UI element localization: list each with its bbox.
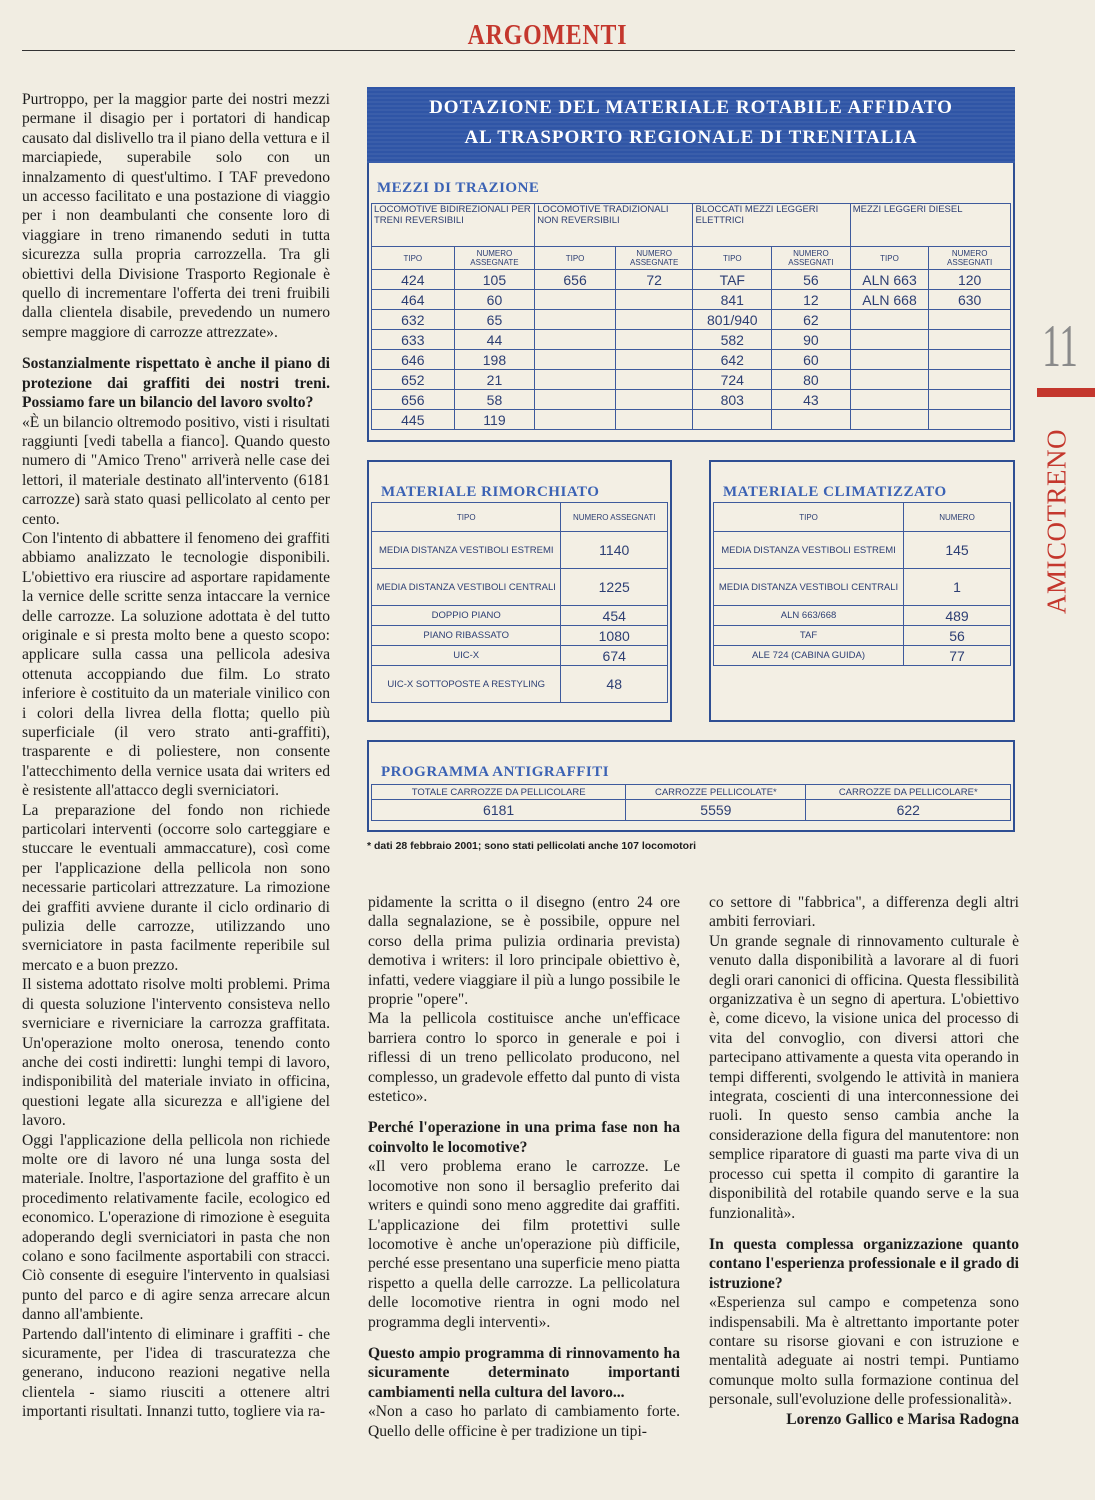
column-header: TIPO: [850, 247, 929, 270]
table-cell: [929, 370, 1011, 390]
row-value: 489: [904, 606, 1011, 626]
table-row: [714, 606, 1011, 626]
column-header: TIPO: [372, 503, 561, 532]
accent-bar: [1037, 388, 1095, 397]
column-header: NUMERO: [904, 503, 1011, 532]
main-table-title-2: AL TRASPORTO REGIONALE DI TRENITALIA: [464, 127, 918, 148]
paragraph: pidamente la scritta o il disegno (entro 24 ore dalla segnalazione, se è possibile, oppure nel corso della prima pulizia ordinaria prevista) demotiva i writers: il loro principale obiettivo è, infatti, vedere viaggiare il più a lungo possibile le proprie "opere".: [368, 894, 680, 1009]
paragraph: Ma la pellicola costituisce anche un'efficace barriera contro lo sporco in generale e poi i riflessi di un treno pellicolato producono, nel complesso, un gradevole effetto dal punto di vista estetico».: [368, 1010, 680, 1106]
row-label: MEDIA DISTANZA VESTIBOLI ESTREMI: [372, 532, 561, 569]
table-cell: 198: [454, 350, 535, 370]
traction-table-box: [367, 163, 1015, 442]
table-cell: [850, 390, 929, 410]
value-cell: 622: [806, 800, 1011, 821]
interview-question: Perché l'operazione in una prima fase non ha coinvolto le locomotive?: [368, 1119, 680, 1156]
table-row: [372, 330, 1011, 350]
value-cell: 6181: [372, 800, 626, 821]
interview-question: In questa complessa organizzazione quanto contano l'esperienza professionale e il grado di istruzione?: [709, 1235, 1019, 1292]
table-row: [714, 569, 1011, 606]
section-title: ARGOMENTI: [467, 20, 628, 51]
table-row: [372, 646, 668, 666]
table-cell: [615, 330, 693, 350]
table-cell: 43: [772, 390, 851, 410]
row-value: 56: [904, 626, 1011, 646]
table-cell: [615, 290, 693, 310]
table-row: [372, 606, 668, 626]
table-cell: [929, 410, 1011, 430]
climatizzato-box: [709, 460, 1015, 722]
table-cell: [929, 310, 1011, 330]
table-cell: 56: [772, 270, 851, 290]
table-cell: [850, 350, 929, 370]
table-row: [372, 410, 1011, 430]
row-value: 1080: [561, 626, 668, 646]
paragraph: Con l'intento di abbattere il fenomeno dei graffiti abbiamo analizzato le tecnologie disponibili. L'obiettivo era riuscire ad asportare rapidamente la vernice delle scritte senza intaccare la vernice delle carrozze. La soluzione adottata è del tutto originale e si presta molto bene a questo scopo: applicare sulla cassa una pellicola adesiva ottenuta accoppiando due film. Lo strato inferiore è costituito da un materiale vinilico con i colori della livrea della flotta; quello più superficiale (il vero strato anti-graffiti), trasparente e di poliestere, non consente l'attecchimento della vernice usata dai writers ed è resistente all'attacco degli sverniciatori.: [22, 529, 330, 800]
table-row: [714, 626, 1011, 646]
table-cell: [535, 290, 616, 310]
table-cell: [615, 410, 693, 430]
table-cell: [850, 370, 929, 390]
table-cell: 60: [454, 290, 535, 310]
traction-title: MEZZI DI TRAZIONE: [377, 180, 540, 196]
paragraph: «È un bilancio oltremodo positivo, visti i risultati raggiunti [vedi tabella a fianco]. Quando questo numero di "Amico Treno" arriverà nelle case dei lettori, il materiale destinato all'intervento (6181 carrozze) sarà stato quasi pellicolato al cento per cento.: [22, 413, 330, 528]
column-header: TIPO: [372, 247, 455, 270]
main-table-title-1: DOTAZIONE DEL MATERIALE ROTABILE AFFIDATO: [429, 97, 953, 118]
row-label: MEDIA DISTANZA VESTIBOLI CENTRALI: [372, 569, 561, 606]
table-cell: 72: [615, 270, 693, 290]
paragraph: «Il vero problema erano le carrozze. Le locomotive non sono il bersaglio preferito dai writers e quindi sono meno aggredite dai graffiti. L'applicazione dei film protettivi sulle locomotive è anche un'operazione più difficile, perché esse presentano una superficie meno piatta rispetto a quella delle carrozze. La pellicolatura delle locomotive rientra in ogni modo nel programma degli interventi».: [368, 1158, 680, 1331]
table-cell: 632: [372, 310, 455, 330]
row-value: 1: [904, 569, 1011, 606]
table-cell: [535, 350, 616, 370]
table-cell: [850, 330, 929, 350]
rimorchiato-title: MATERIALE RIMORCHIATO: [381, 484, 600, 500]
row-label: ALE 724 (CABINA GUIDA): [714, 646, 904, 666]
column-header: CARROZZE DA PELLICOLARE*: [806, 785, 1011, 800]
table-row: [372, 370, 1011, 390]
table-row: [714, 646, 1011, 666]
table-cell: ALN 663: [850, 270, 929, 290]
table-cell: 60: [772, 350, 851, 370]
table-row: [372, 270, 1011, 290]
table-cell: [615, 350, 693, 370]
row-label: MEDIA DISTANZA VESTIBOLI CENTRALI: [714, 569, 904, 606]
table-cell: [535, 310, 616, 330]
table-cell: [535, 390, 616, 410]
table-cell: 642: [693, 350, 772, 370]
column-header: TIPO: [693, 247, 772, 270]
table-row: [372, 390, 1011, 410]
main-table-header: [367, 87, 1015, 163]
row-label: UIC-X SOTTOPOSTE A RESTYLING: [372, 666, 561, 703]
table-cell: 44: [454, 330, 535, 350]
column-header: CARROZZE PELLICOLATE*: [626, 785, 806, 800]
table-cell: 803: [693, 390, 772, 410]
table-cell: 58: [454, 390, 535, 410]
group-header: LOCOMOTIVE TRADIZIONALI NON REVERSIBILI: [535, 204, 693, 247]
table-cell: 21: [454, 370, 535, 390]
value-cell: 5559: [626, 800, 806, 821]
table-cell: 633: [372, 330, 455, 350]
row-value: 77: [904, 646, 1011, 666]
table-row: [714, 532, 1011, 569]
table-cell: [535, 410, 616, 430]
antigraffiti-box: [367, 740, 1015, 832]
table-cell: [615, 390, 693, 410]
table-cell: 652: [372, 370, 455, 390]
article-column-middle: [368, 893, 680, 1441]
table-cell: [850, 410, 929, 430]
column-header: NUMERO ASSEGNATI: [929, 247, 1011, 270]
table-cell: 65: [454, 310, 535, 330]
row-value: 48: [561, 666, 668, 703]
table-row: [372, 350, 1011, 370]
paragraph: La preparazione del fondo non richiede particolari interventi (occorre solo carteggiare e stuccare le eventuali ammaccature), così come per l'applicazione della pellicola non sono necessarie particolari attrezzature. La rimozione dei graffiti avviene durante il ciclo ordinario di pulizia delle carrozze, utilizzando uno sverniciatore in pasta facilmente reperibile sul mercato e a buon prezzo.: [22, 801, 330, 974]
row-value: 1225: [561, 569, 668, 606]
table-cell: 582: [693, 330, 772, 350]
column-header: TIPO: [535, 247, 616, 270]
brand-text: AMICOTRENO: [1041, 429, 1072, 614]
article-column-right: [709, 893, 1019, 1429]
climatizzato-table: [713, 502, 1011, 666]
row-label: ALN 663/668: [714, 606, 904, 626]
climatizzato-title: MATERIALE CLIMATIZZATO: [723, 484, 947, 500]
table-cell: [535, 370, 616, 390]
rimorchiato-table: [371, 502, 668, 703]
group-header: BLOCCATI MEZZI LEGGERI ELETTRICI: [693, 204, 850, 247]
table-cell: [929, 390, 1011, 410]
interview-question: Questo ampio programma di rinnovamento ha sicuramente determinato importanti cambiamenti nella cultura del lavoro...: [368, 1344, 680, 1401]
rimorchiato-box: [367, 460, 672, 722]
table-cell: 630: [929, 290, 1011, 310]
table-cell: 656: [535, 270, 616, 290]
table-cell: [929, 350, 1011, 370]
table-row: [372, 532, 668, 569]
table-cell: 724: [693, 370, 772, 390]
traction-table: [371, 203, 1011, 430]
interview-question: Sostanzialmente rispettato è anche il piano di protezione dai graffiti dei nostri treni. Possiamo fare un bilancio del lavoro svolto?: [22, 355, 330, 412]
row-label: TAF: [714, 626, 904, 646]
row-label: DOPPIO PIANO: [372, 606, 561, 626]
paragraph: co settore di "fabbrica", a differenza degli altri ambiti ferroviari.: [709, 894, 1019, 931]
table-cell: 801/940: [693, 310, 772, 330]
antigraffiti-table: [371, 784, 1011, 821]
table-cell: 105: [454, 270, 535, 290]
table-cell: 120: [929, 270, 1011, 290]
table-cell: 841: [693, 290, 772, 310]
antigraffiti-title: PROGRAMMA ANTIGRAFFITI: [381, 764, 610, 780]
table-cell: 62: [772, 310, 851, 330]
table-row: [372, 290, 1011, 310]
column-header: NUMERO ASSEGNATE: [454, 247, 535, 270]
table-cell: 646: [372, 350, 455, 370]
table-row: [372, 666, 668, 703]
paragraph: Un grande segnale di rinnovamento culturale è venuto dalla disponibilità a lavorare al di fuori degli orari canonici di officina. Questa flessibilità organizzativa è un segno di apertura. L'obiettivo è, come dicevo, la visione unica del processo di vita del convoglio, con diversi attori che partecipano attivamente a questa vita operando in tempi differenti, svolgendo le attività in maniera integrata, coscienti di una interconnessione dei ruoli. In questo senso cambia anche la considerazione della figura del manutentore: non semplice riparatore di guasti ma parte viva di un processo cui spetta il compito di garantire la disponibilità del rotabile quando serve e la sua funzionalità».: [709, 932, 1019, 1222]
table-cell: 90: [772, 330, 851, 350]
row-label: UIC-X: [372, 646, 561, 666]
table-cell: 445: [372, 410, 455, 430]
row-label: PIANO RIBASSATO: [372, 626, 561, 646]
header-rule: [22, 50, 1015, 51]
column-header: NUMERO ASSEGNATI: [772, 247, 851, 270]
table-cell: 424: [372, 270, 455, 290]
column-header: NUMERO ASSEGNATI: [561, 503, 668, 532]
table-cell: 80: [772, 370, 851, 390]
table-cell: [615, 370, 693, 390]
table-cell: ALN 668: [850, 290, 929, 310]
table-cell: 464: [372, 290, 455, 310]
paragraph: Il sistema adottato risolve molti problemi. Prima di questa soluzione l'intervento consisteva nello sverniciare e riverniciare la carrozza graffitata. Un'operazione molto onerosa, tenendo conto anche dei costi indiretti: lunghi tempi di lavoro, indisponibilità del materiale inviato in officina, questioni legate alla sicurezza e all'igiene del lavoro.: [22, 976, 330, 1130]
footnote: * dati 28 febbraio 2001; sono stati pellicolati anche 107 locomotori: [367, 840, 697, 852]
table-cell: [615, 310, 693, 330]
column-header: TOTALE CARROZZE DA PELLICOLARE: [372, 785, 626, 800]
byline: Lorenzo Gallico e Marisa Radogna: [786, 1410, 1019, 1428]
page-number: 11: [1042, 313, 1078, 379]
article-column-left: [22, 90, 330, 1422]
table-cell: 12: [772, 290, 851, 310]
table-cell: [850, 310, 929, 330]
row-value: 1140: [561, 532, 668, 569]
table-cell: 656: [372, 390, 455, 410]
paragraph: Oggi l'applicazione della pellicola non richiede molte ore di lavoro né una lunga sosta del materiale. Inoltre, l'asportazione del graffito è un procedimento relativamente facile, ecologico ed economico. L'operazione di rimozione è eseguita adoperando degli sverniciatori in pasta che non colano e sono facilmente asportabili con stracci. Ciò consente di eseguire l'intervento in qualsiasi punto del parco e di agire senza arrecare alcun danno all'ambiente.: [22, 1131, 330, 1324]
paragraph: Partendo dall'intento di eliminare i graffiti - che sicuramente, per l'idea di trascuratezza che generano, inducono reazioni negative nella clientela - siamo riusciti a ottenere altri importanti risultati. Innanzi tutto, togliere via ra-: [22, 1325, 330, 1421]
row-value: 674: [561, 646, 668, 666]
paragraph: «Esperienza sul campo e competenza sono indispensabili. Ma è altrettanto importante poter contare su risorse giovani e con istruzione e mentalità adeguate ai nostri tempi. Puntiamo comunque molto sulla formazione continua del personale, sull'evoluzione delle professionalità».: [709, 1294, 1019, 1409]
table-row: [372, 569, 668, 606]
table-cell: [535, 330, 616, 350]
row-value: 145: [904, 532, 1011, 569]
row-value: 454: [561, 606, 668, 626]
paragraph: Purtroppo, per la maggior parte dei nostri mezzi permane il disagio per i portatori di handicap causato dal dislivello tra il piano della vettura e il marciapiede, superabile solo con un innalzamento di quest'ultimo. I TAF prevedono un accesso facilitato e una postazione di viaggio per i non deambulanti che consente loro di viaggiare in treno rimanendo seduti in tutta sicurezza sulla propria carrozzella. Tra gli obiettivi della Divisione Trasporto Regionale è quello di incrementare l'offerta dei treni fruibili dalla clientela disabile, prevedendo un numero sempre maggiore di carrozze attrezzate».: [22, 91, 330, 341]
group-header: MEZZI LEGGERI DIESEL: [850, 204, 1010, 247]
table-row: [372, 626, 668, 646]
table-cell: [772, 410, 851, 430]
group-header: LOCOMOTIVE BIDIREZIONALI PER TRENI REVERSIBILI: [372, 204, 535, 247]
column-header: NUMERO ASSEGNATE: [615, 247, 693, 270]
table-cell: [929, 330, 1011, 350]
table-cell: [693, 410, 772, 430]
table-cell: 119: [454, 410, 535, 430]
row-label: MEDIA DISTANZA VESTIBOLI ESTREMI: [714, 532, 904, 569]
table-row: [372, 310, 1011, 330]
table-cell: TAF: [693, 270, 772, 290]
paragraph: «Non a caso ho parlato di cambiamento forte. Quello delle officine è per tradizione un tipi-: [368, 1403, 680, 1440]
column-header: TIPO: [714, 503, 904, 532]
